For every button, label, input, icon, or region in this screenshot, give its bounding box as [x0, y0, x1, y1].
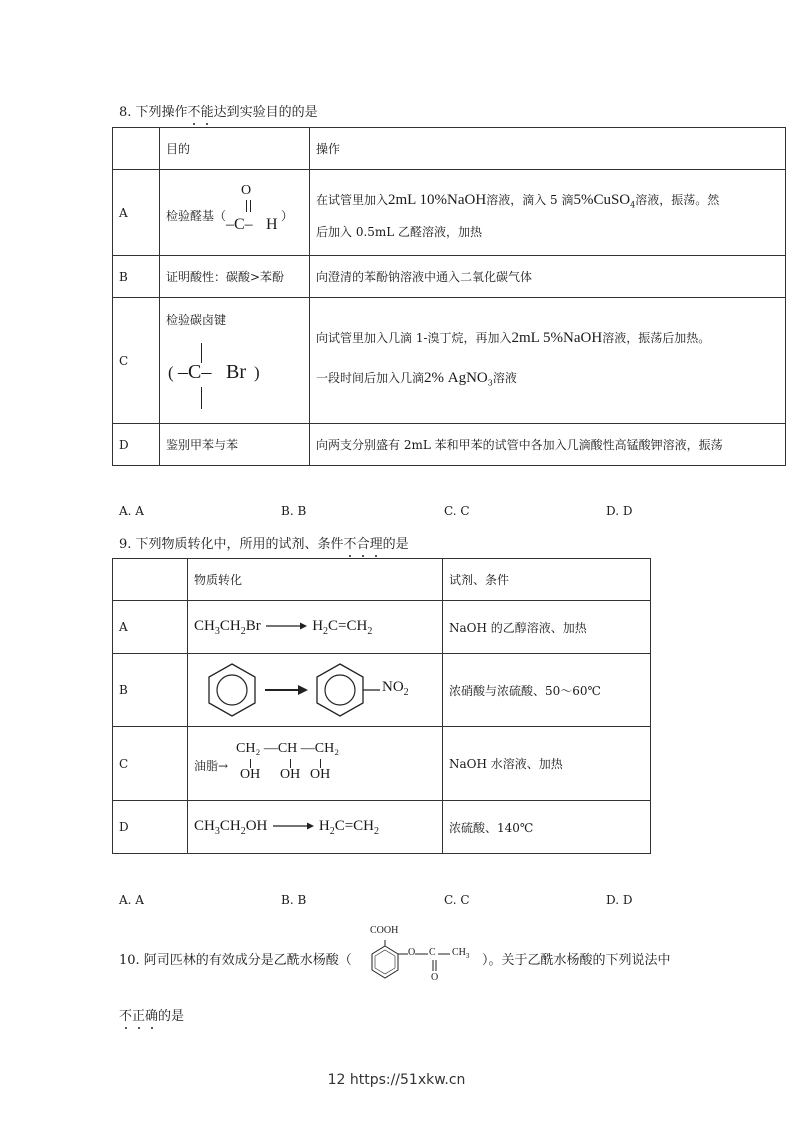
option-b[interactable]: B. B: [281, 893, 307, 907]
row-label: A: [113, 170, 160, 256]
option-a[interactable]: A. A: [119, 504, 144, 518]
reaction-cell: $CH_3CH_2OH$ $H_2C=CH_2$: [188, 801, 443, 854]
purpose-cell: 检验碳卤键 ( –C– Br ): [160, 298, 310, 424]
row-label: D: [113, 424, 160, 466]
arrow-icon: [271, 821, 315, 831]
table-row: [113, 727, 651, 801]
table-row: [113, 298, 786, 424]
operation-cell: 向澄清的苯酚钠溶液中通入二氧化碳气体: [310, 256, 786, 298]
nitrobenzene-ring-icon: [317, 664, 363, 716]
reaction-cell: 油脂→ CH₂ —CH —CH₂ OH OH OH: [188, 727, 443, 801]
arrow-icon: [264, 621, 308, 631]
q8-table: [112, 127, 786, 466]
double-bond: [246, 200, 247, 212]
methyl-group: $CH_3$: [452, 947, 470, 960]
aldehyde-group: –C–: [226, 215, 253, 233]
header-purpose: 目的: [160, 128, 310, 170]
benzene-ring-icon: [209, 664, 255, 716]
table-row: [113, 256, 786, 298]
q10-text-pre: 10. 阿司匹林的有效成分是乙酰水杨酸（: [119, 953, 352, 968]
condition-cell: 浓硫酸、140℃: [443, 801, 651, 854]
q9-title: 9. 下列物质转化中，所用的试剂、条件不合理的是: [119, 537, 409, 552]
q9-table: [112, 558, 651, 854]
operation-cell: 在试管里加入2mL 10%NaOH溶液，滴入 5 滴5%CuSO$_4$溶液，振荡。然 后加入 0.5mL 乙醛溶液，加热: [310, 170, 786, 256]
q10-text-post: ）。关于乙酰水杨酸的下列说法中: [482, 953, 671, 968]
table-header-row: [113, 559, 651, 601]
q10-line2: 不正确的是: [119, 1009, 185, 1024]
row-label: C: [113, 727, 188, 801]
nitro-group: $NO_2$: [382, 679, 409, 698]
table-row: [113, 601, 651, 654]
header-operation: 操作: [310, 128, 786, 170]
aspirin-structure: COOH O C $CH_3$ O: [362, 924, 482, 990]
row-label: A: [113, 601, 188, 654]
table-header-row: [113, 128, 786, 170]
table-row: [113, 801, 651, 854]
option-b[interactable]: B. B: [281, 504, 307, 518]
page-footer: 12 https://51xkw.cn: [327, 1072, 466, 1088]
option-d[interactable]: D. D: [606, 893, 633, 907]
operation-cell: 向两支分别盛有 2mL 苯和甲苯的试管中各加入几滴酸性高锰酸钾溶液，振荡: [310, 424, 786, 466]
row-label: B: [113, 256, 160, 298]
operation-cell: 向试管里加入几滴 1-溴丁烷，再加入2mL 5%NaOH溶液，振荡后加热。 一段时间后加入几滴2% AgNO$_3$溶液: [310, 298, 786, 424]
q8-title: 8. 下列操作不能达到实验目的的是: [119, 105, 318, 120]
option-d[interactable]: D. D: [606, 504, 633, 518]
purpose-cell: 鉴别甲苯与苯: [160, 424, 310, 466]
reaction-cell: [188, 654, 443, 727]
option-a[interactable]: A. A: [119, 893, 144, 907]
reaction-cell: $CH_3CH_2Br$ $H_2C=CH_2$: [188, 601, 443, 654]
table-row: [113, 424, 786, 466]
header-conversion: 物质转化: [188, 559, 443, 601]
header-conditions: 试剂、条件: [443, 559, 651, 601]
purpose-cell: 检验醛基（ O ） –C– H: [160, 170, 310, 256]
carbon-halogen-bond: –C–: [178, 360, 212, 383]
option-c[interactable]: C. C: [444, 504, 470, 518]
aldehyde-oxygen: O: [241, 182, 252, 198]
glycerol-backbone: CH₂ —CH —CH₂: [236, 740, 340, 756]
row-label: B: [113, 654, 188, 727]
condition-cell: NaOH 的乙醇溶液、加热: [443, 601, 651, 654]
condition-cell: NaOH 水溶液、加热: [443, 727, 651, 801]
option-c[interactable]: C. C: [444, 893, 470, 907]
table-row: [113, 170, 786, 256]
row-label: D: [113, 801, 188, 854]
purpose-cell: 证明酸性：碳酸>苯酚: [160, 256, 310, 298]
condition-cell: 浓硝酸与浓硫酸、50～60℃: [443, 654, 651, 727]
carboxyl-group: COOH: [370, 925, 399, 936]
row-label: C: [113, 298, 160, 424]
table-row: [113, 654, 651, 727]
